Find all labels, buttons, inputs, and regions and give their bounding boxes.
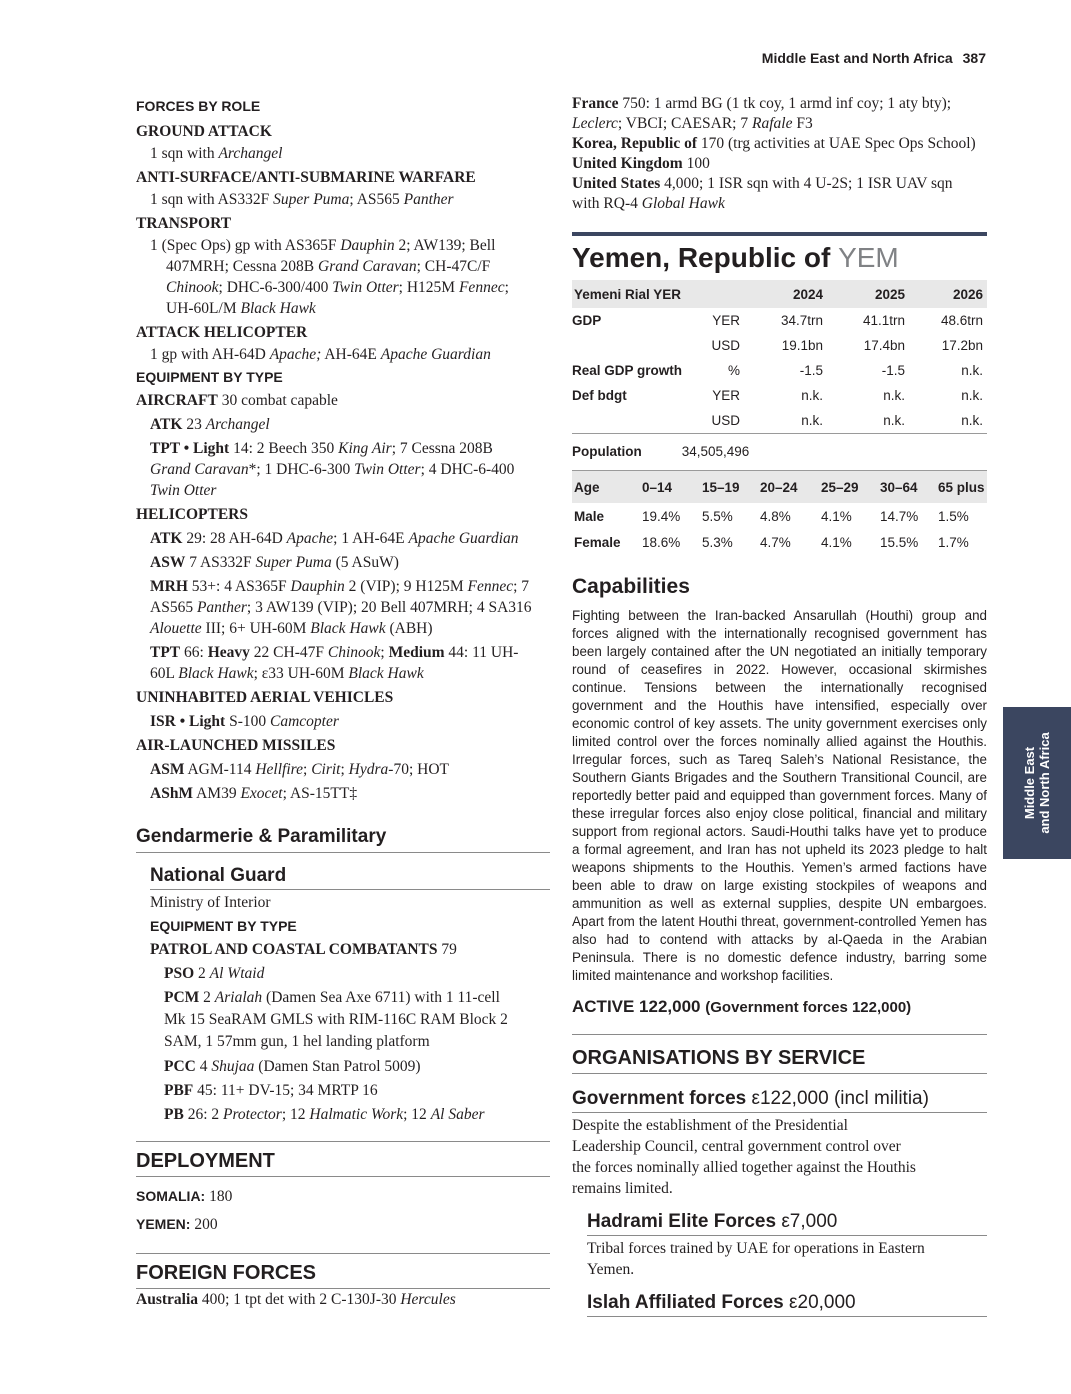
year-2026: 2026 bbox=[905, 280, 987, 308]
pso-line: PSO 2 Al Wtaid bbox=[164, 965, 265, 982]
econ-cell: 48.6trn bbox=[940, 313, 983, 328]
transport-line-4: UH-60L/M Black Hawk bbox=[166, 300, 316, 317]
country-divider bbox=[572, 232, 987, 236]
pop-header-cell: 20–24 bbox=[759, 471, 820, 503]
econ-label: GDP bbox=[572, 313, 602, 328]
econ-cell: 17.2bn bbox=[941, 338, 983, 353]
alm-heading: AIR-LAUNCHED MISSILES bbox=[136, 737, 336, 754]
hadrami-text-2: Yemen. bbox=[587, 1261, 635, 1278]
right-column bbox=[572, 94, 987, 1319]
equipment-by-type-heading: EQUIPMENT BY TYPE bbox=[136, 369, 283, 385]
capabilities-text: Fighting between the Iran-backed Ansarullah (Houthi) group and forces aligned with the internationally recognised government has been largely contained after the UN negotiated an initially temporary round of ceasefires in 2022. However, occasional skirmishes continue. Tensions between the internationally recognised government and the Houthis have intensified, especially over economic control of key assets. The unity government exercises only limited control over the forces nominally allied against the Houthis. Irregular forces, such as Tareq Saleh’s National Resistance, the Southern Giants Brigades and the Southern Transitional Council, are reportedly better paid and equipped than government forces. Many of these irregular forces also enjoy close political, financial and military support from regional actors. Saudi-Houthi talks have yet to produce a formal agreement, and Iran has not upheld its 2023 pledge to halt weapons shipments to the Houthis. Yemen’s armed factions have been able to draw on large existing stockpiles of weapons and ammunition as well as external supplies, despite UN embargoes. Apart from the latent Houthi threat, government-controlled Yemen has also had to contend with attacks by al-Qaeda in the Arabian Peninsula. There is no domestic defence industry, barring some limited maintenance and workshop facilities. bbox=[572, 608, 987, 983]
econ-row bbox=[572, 408, 987, 434]
attack-helicopter-heading: ATTACK HELICOPTER bbox=[136, 324, 308, 341]
econ-label bbox=[572, 408, 704, 434]
pop-cell: 4.1% bbox=[821, 508, 852, 524]
econ-row bbox=[572, 383, 987, 408]
econ-cell: n.k. bbox=[905, 408, 987, 434]
us-line-2: with RQ-4 Global Hawk bbox=[572, 195, 725, 212]
econ-cell: -1.5 bbox=[799, 363, 823, 378]
econ-cell: 34.7trn bbox=[780, 313, 823, 328]
aircraft-tpt-line-3: Twin Otter bbox=[150, 482, 217, 499]
pop-header-cell: 25–29 bbox=[820, 471, 879, 503]
ground-attack-heading: GROUND ATTACK bbox=[136, 123, 272, 140]
page-number: 387 bbox=[962, 50, 986, 66]
econ-unit: USD bbox=[711, 338, 740, 353]
econ-label: Def bdgt bbox=[572, 388, 627, 403]
helo-mrh-line-2: AS565 Panther; 3 AW139 (VIP); 20 Bell 407MRH; 4 SA316 bbox=[150, 599, 532, 616]
econ-cell: n.k. bbox=[883, 388, 905, 403]
france-line-1: France 750: 1 armd BG (1 tk coy, 1 armd inf coy; 1 aty bty); bbox=[572, 95, 952, 112]
gov-text-3: the forces nominally allied together against the Houthis bbox=[572, 1159, 916, 1176]
uav-isr-line: ISR • Light S-100 Camcopter bbox=[150, 713, 339, 730]
econ-header-row bbox=[572, 280, 987, 308]
forces-by-role-heading: FORCES BY ROLE bbox=[136, 98, 261, 114]
pop-header-cell: 0–14 bbox=[641, 471, 701, 503]
pop-header-cell: Age bbox=[572, 471, 641, 503]
uk-line: United Kingdom 100 bbox=[572, 155, 710, 172]
pop-cell: 4.8% bbox=[760, 508, 791, 524]
gov-text-2: Leadership Council, central government control over bbox=[572, 1138, 901, 1155]
pop-male-row bbox=[572, 503, 987, 529]
pop-header-cell: 65 plus bbox=[937, 471, 987, 503]
pop-cell: Male bbox=[574, 508, 605, 524]
population-row bbox=[572, 434, 987, 471]
transport-heading: TRANSPORT bbox=[136, 215, 232, 232]
helo-asw-line: ASW 7 AS332F Super Puma (5 ASuW) bbox=[150, 554, 399, 571]
gendarmerie-heading: Gendarmerie & Paramilitary bbox=[136, 824, 550, 853]
population-value: 34,505,496 bbox=[681, 444, 750, 459]
asm-line: ASM AGM-114 Hellfire; Cirit; Hydra-70; HOT bbox=[150, 761, 449, 778]
currency-label: Yemeni Rial YER bbox=[572, 280, 704, 308]
pop-cell: 4.1% bbox=[821, 534, 852, 550]
econ-cell: n.k. bbox=[740, 408, 823, 434]
gov-text-1: Despite the establishment of the Presidential bbox=[572, 1117, 848, 1134]
korea-line: Korea, Republic of 170 (trg activities at UAE Spec Ops School) bbox=[572, 135, 976, 152]
pop-cell: 1.5% bbox=[938, 508, 969, 524]
econ-unit: YER bbox=[712, 313, 740, 328]
deployment-heading: DEPLOYMENT bbox=[136, 1141, 550, 1177]
aircraft-tpt-line-2: Grand Caravan*; 1 DHC-6-300 Twin Otter; 4 DHC-6-400 bbox=[150, 461, 515, 478]
helo-mrh-line-1: MRH 53+: 4 AS365F Dauphin 2 (VIP); 9 H125M Fennec; 7 bbox=[150, 578, 530, 595]
econ-cell: n.k. bbox=[801, 388, 823, 403]
deploy-yemen: YEMEN: 200 bbox=[136, 1216, 218, 1233]
us-line-1: United States 4,000; 1 ISR sqn with 4 U-2S; 1 ISR UAV sqn bbox=[572, 175, 953, 192]
ashm-line: AShM AM39 Exocet; AS-15TT‡ bbox=[150, 785, 358, 802]
pop-cell: Female bbox=[574, 534, 621, 550]
side-tab-line2: and North Africa bbox=[1037, 732, 1052, 834]
pop-header-cell: 30–64 bbox=[879, 471, 937, 503]
running-header bbox=[762, 50, 986, 66]
orgs-heading: ORGANISATIONS BY SERVICE bbox=[572, 1045, 987, 1074]
gov-text-4: remains limited. bbox=[572, 1180, 673, 1197]
pop-cell: 1.7% bbox=[938, 534, 969, 550]
pop-female-row bbox=[572, 529, 987, 555]
france-line-2: Leclerc; VBCI; CAESAR; 7 Rafale F3 bbox=[572, 115, 813, 132]
helo-tpt-line-2: 60L Black Hawk; ε33 UH-60M Black Hawk bbox=[150, 665, 424, 682]
econ-unit: % bbox=[727, 363, 740, 378]
national-guard-heading: National Guard bbox=[150, 863, 550, 890]
pcc-line: PCC 4 Shujaa (Damen Stan Patrol 5009) bbox=[164, 1058, 421, 1075]
economic-table bbox=[572, 280, 987, 434]
country-title: Yemen, Republic of YEM bbox=[572, 242, 899, 273]
transport-line-3: Chinook; DHC-6-300/400 Twin Otter; H125M Fennec; bbox=[166, 279, 509, 296]
national-guard-block bbox=[136, 863, 550, 1125]
econ-cell: n.k. bbox=[961, 363, 983, 378]
econ-cell: -1.5 bbox=[881, 363, 905, 378]
active-line: ACTIVE 122,000 (Government forces 122,000) bbox=[572, 995, 987, 1035]
capabilities-heading: Capabilities bbox=[572, 575, 690, 598]
ground-attack-line: 1 sqn with Archangel bbox=[150, 145, 283, 162]
header-section: Middle East and North Africa bbox=[761, 50, 953, 66]
econ-unit: USD bbox=[704, 408, 740, 434]
econ-cell: 19.1bn bbox=[781, 338, 823, 353]
left-column bbox=[136, 94, 550, 1310]
pbf-line: PBF 45: 11+ DV-15; 34 MRTP 16 bbox=[164, 1082, 378, 1099]
pop-cell: 19.4% bbox=[642, 508, 681, 524]
gov-forces-heading: Government forces ε122,000 (incl militia) bbox=[572, 1086, 987, 1113]
econ-cell: 41.1trn bbox=[862, 313, 905, 328]
helo-atk-line: ATK 29: 28 AH-64D Apache; 1 AH-64E Apache Guardian bbox=[150, 530, 519, 547]
econ-label bbox=[572, 333, 704, 358]
pop-cell: 4.7% bbox=[760, 534, 791, 550]
year-2025: 2025 bbox=[823, 280, 905, 308]
pop-cell: 18.6% bbox=[642, 534, 681, 550]
deploy-somalia: SOMALIA: 180 bbox=[136, 1188, 233, 1205]
helicopters-heading: HELICOPTERS bbox=[136, 506, 248, 523]
econ-row bbox=[572, 308, 987, 333]
helo-mrh-line-3: Alouette III; 6+ UH-60M Black Hawk (ABH) bbox=[150, 620, 433, 637]
hadrami-heading: Hadrami Elite Forces ε7,000 bbox=[587, 1209, 987, 1236]
asw-heading: ANTI-SURFACE/ANTI-SUBMARINE WARFARE bbox=[136, 169, 476, 186]
hadrami-text-1: Tribal forces trained by UAE for operations in Eastern bbox=[587, 1240, 925, 1257]
year-2024: 2024 bbox=[740, 280, 823, 308]
uav-heading: UNINHABITED AERIAL VEHICLES bbox=[136, 689, 394, 706]
econ-cell: n.k. bbox=[961, 388, 983, 403]
side-tab bbox=[1003, 707, 1071, 859]
ng-equipment-heading: EQUIPMENT BY TYPE bbox=[150, 918, 297, 934]
attack-helicopter-line: 1 gp with AH-64D Apache; AH-64E Apache Guardian bbox=[150, 346, 491, 363]
econ-row bbox=[572, 333, 987, 358]
population-label: Population bbox=[572, 444, 642, 459]
pcm-line-3: SAM, 1 57mm gun, 1 hel landing platform bbox=[164, 1033, 430, 1050]
transport-line-1: 1 (Spec Ops) gp with AS365F Dauphin 2; AW139; Bell bbox=[150, 237, 496, 254]
pcm-line-2: Mk 15 SeaRAM GMLS with RIM-116C RAM Block 2 bbox=[164, 1011, 508, 1028]
foreign-forces-heading: FOREIGN FORCES bbox=[136, 1253, 550, 1289]
pcc-combat-line: PATROL AND COASTAL COMBATANTS 79 bbox=[150, 941, 457, 958]
aircraft-tpt-line-1: TPT • Light 14: 2 Beech 350 King Air; 7 Cessna 208B bbox=[150, 440, 493, 457]
econ-label: Real GDP growth bbox=[572, 363, 683, 378]
pop-cell: 15.5% bbox=[880, 534, 919, 550]
pcm-line-1: PCM 2 Arialah (Damen Sea Axe 6711) with 1 11-cell bbox=[164, 989, 500, 1006]
pop-cell: 5.5% bbox=[702, 508, 733, 524]
pop-cell: 5.3% bbox=[702, 534, 733, 550]
pop-header-row bbox=[572, 471, 987, 503]
side-tab-label bbox=[1022, 732, 1052, 833]
aircraft-atk-line: ATK 23 Archangel bbox=[150, 416, 270, 433]
aircraft-line: AIRCRAFT 30 combat capable bbox=[136, 392, 338, 409]
asw-line: 1 sqn with AS332F Super Puma; AS565 Panther bbox=[150, 191, 454, 208]
helo-tpt-line-1: TPT 66: Heavy 22 CH-47F Chinook; Medium 44: 11 UH- bbox=[150, 644, 519, 661]
hadrami-block bbox=[572, 1209, 987, 1317]
pop-header-cell: 15–19 bbox=[701, 471, 759, 503]
side-tab-line1: Middle East bbox=[1022, 746, 1037, 820]
pb-line: PB 26: 2 Protector; 12 Halmatic Work; 12 Al Saber bbox=[164, 1106, 485, 1123]
econ-cell: n.k. bbox=[823, 408, 905, 434]
population-table bbox=[572, 471, 987, 555]
pop-cell: 14.7% bbox=[880, 508, 919, 524]
econ-unit: YER bbox=[712, 388, 740, 403]
islah-heading: Islah Affiliated Forces ε20,000 bbox=[587, 1290, 987, 1317]
transport-line-2: 407MRH; Cessna 208B Grand Caravan; CH-47C/F bbox=[166, 258, 491, 275]
econ-row bbox=[572, 358, 987, 383]
econ-cell: 17.4bn bbox=[863, 338, 905, 353]
australia-line: Australia 400; 1 tpt det with 2 C-130J-30 Hercules bbox=[136, 1291, 456, 1308]
ministry-line: Ministry of Interior bbox=[150, 894, 271, 911]
